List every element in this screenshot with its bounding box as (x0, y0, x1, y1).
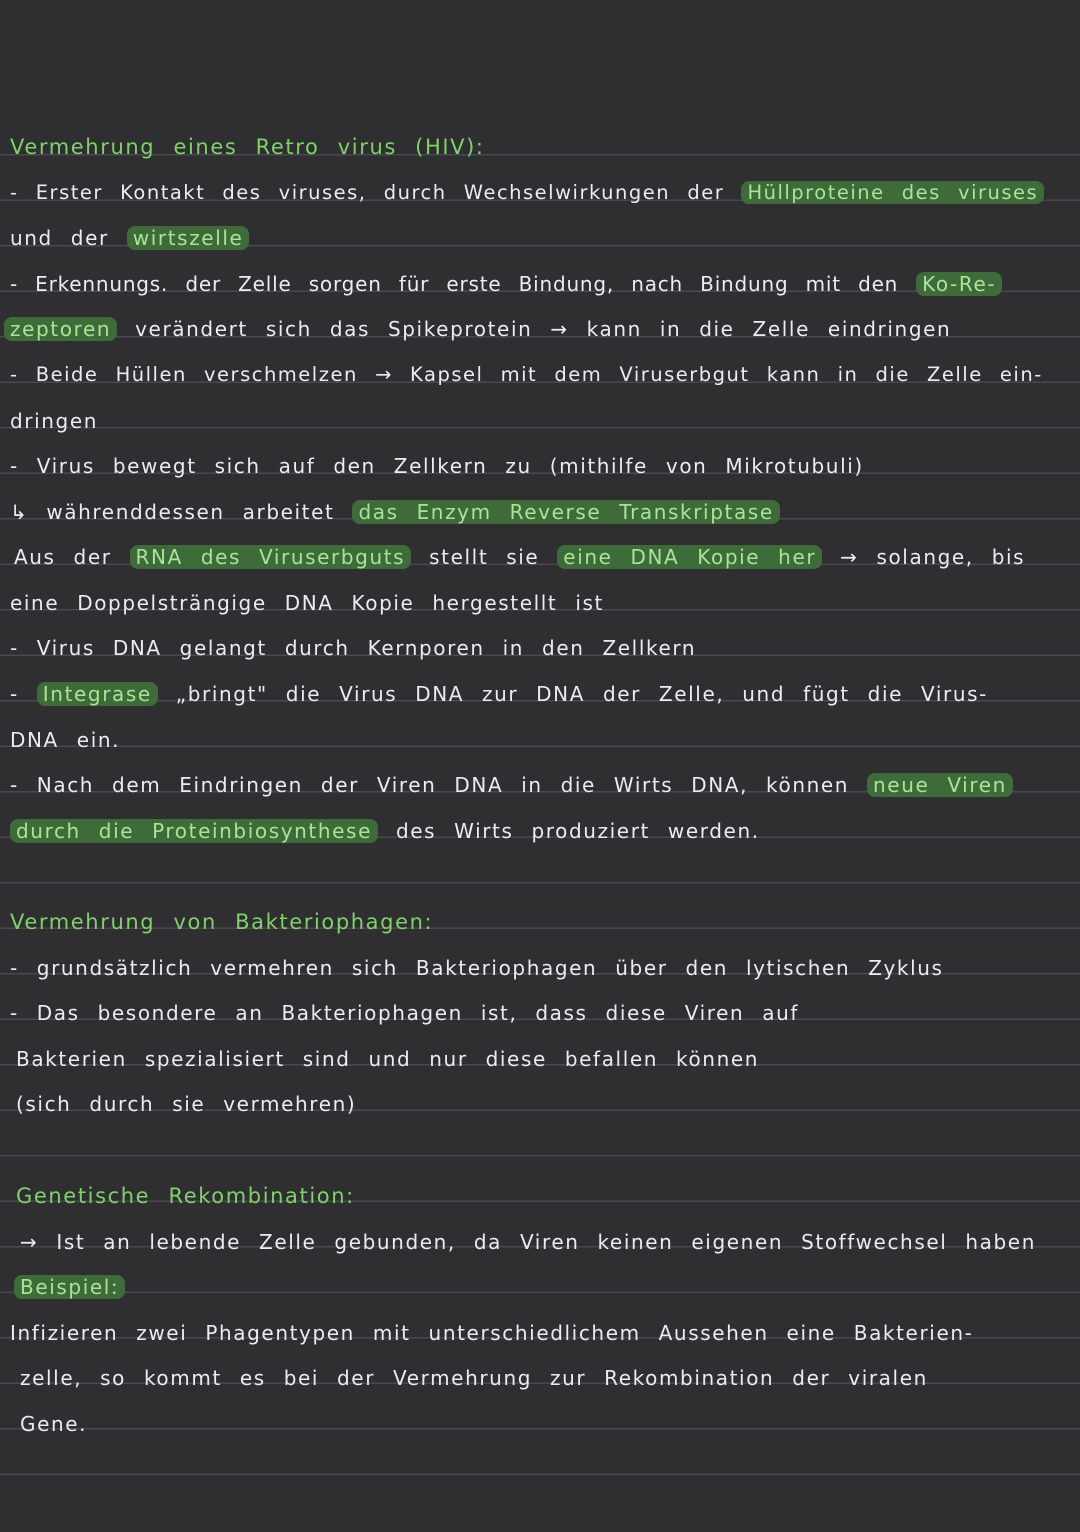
text-line: - grundsätzlich vermehren sich Bakteriophagen über den lytischen Zyklus (10, 956, 944, 980)
highlighted-term: durch die Proteinbiosynthese (10, 819, 378, 843)
highlighted-term: RNA des Viruserbguts (130, 545, 412, 569)
highlighted-term: wirtszelle (127, 226, 250, 250)
text-line: - Virus bewegt sich auf den Zellkern zu (mithilfe von Mikrotubuli) (10, 454, 864, 478)
heading-rekombination: Genetische Rekombination: (16, 1184, 355, 1208)
highlighted-term: eine DNA Kopie her (557, 545, 822, 569)
text-segment: ↳ währenddessen arbeitet (10, 500, 335, 524)
highlighted-term: neue Viren (867, 773, 1013, 797)
text-segment: - Erster Kontakt des viruses, durch Wechselwirkungen der (10, 181, 725, 204)
text-line (14, 1267, 1070, 1307)
text-line (14, 537, 1070, 577)
highlighted-term: das Enzym Reverse Transkriptase (352, 500, 779, 524)
text-segment: stellt sie (429, 545, 540, 569)
text-line: Gene. (20, 1412, 88, 1436)
text-line: DNA ein. (10, 728, 121, 752)
text-segment: des Wirts produziert werden. (395, 819, 760, 843)
text-line (10, 765, 1070, 805)
text-segment: → solange, bis (840, 545, 1026, 569)
heading-bakteriophagen: Vermehrung von Bakteriophagen: (10, 910, 434, 934)
text-line: (sich durch sie vermehren) (16, 1092, 357, 1116)
text-segment: - Erkennungs. der Zelle sorgen für erste Bindung, nach Bindung mit den (10, 272, 899, 296)
text-line: - Virus DNA gelangt durch Kernporen in den Zellkern (10, 636, 697, 660)
text-line (10, 674, 1070, 714)
text-line (10, 218, 1070, 258)
text-line (10, 492, 1070, 532)
highlighted-term: Hüllproteine des viruses (741, 181, 1044, 204)
text-line: eine Doppelsträngige DNA Kopie hergestellt ist (10, 591, 604, 615)
highlighted-term: zeptoren (4, 317, 117, 341)
text-line: Bakterien spezialisiert sind und nur diese befallen können (16, 1047, 760, 1071)
text-line (10, 173, 1070, 213)
text-segment: - (10, 682, 19, 706)
text-line (4, 309, 1070, 349)
highlighted-term: Integrase (37, 682, 158, 706)
text-line: dringen (10, 409, 99, 433)
highlighted-term: Beispiel: (14, 1275, 125, 1299)
text-segment: verändert sich das Spikeprotein → kann in die Zelle eindringen (135, 317, 952, 341)
heading-retrovirus: Vermehrung eines Retro virus (HIV): (10, 135, 485, 159)
text-segment: „bringt" die Virus DNA zur DNA der Zelle, und fügt die Virus- (175, 682, 988, 706)
text-line: zelle, so kommt es bei der Vermehrung zur Rekombination der viralen (20, 1366, 928, 1390)
text-line: - Beide Hüllen verschmelzen → Kapsel mit dem Viruserbgut kann in die Zelle ein- (10, 363, 1043, 386)
text-line: → Ist an lebende Zelle gebunden, da Viren keinen eigenen Stoffwechsel haben (20, 1230, 1036, 1254)
text-segment: Aus der (14, 545, 112, 569)
text-segment: und der (10, 226, 109, 250)
highlighted-term: Ko-Re- (916, 272, 1002, 296)
text-line: - Das besondere an Bakteriophagen ist, dass diese Viren auf (10, 1001, 800, 1025)
text-line: Infizieren zwei Phagentypen mit unterschiedlichem Aussehen eine Bakterien- (10, 1321, 974, 1345)
text-line (10, 811, 1070, 851)
text-segment: - Nach dem Eindringen der Viren DNA in die Wirts DNA, können (10, 773, 850, 797)
text-line (10, 264, 1070, 304)
